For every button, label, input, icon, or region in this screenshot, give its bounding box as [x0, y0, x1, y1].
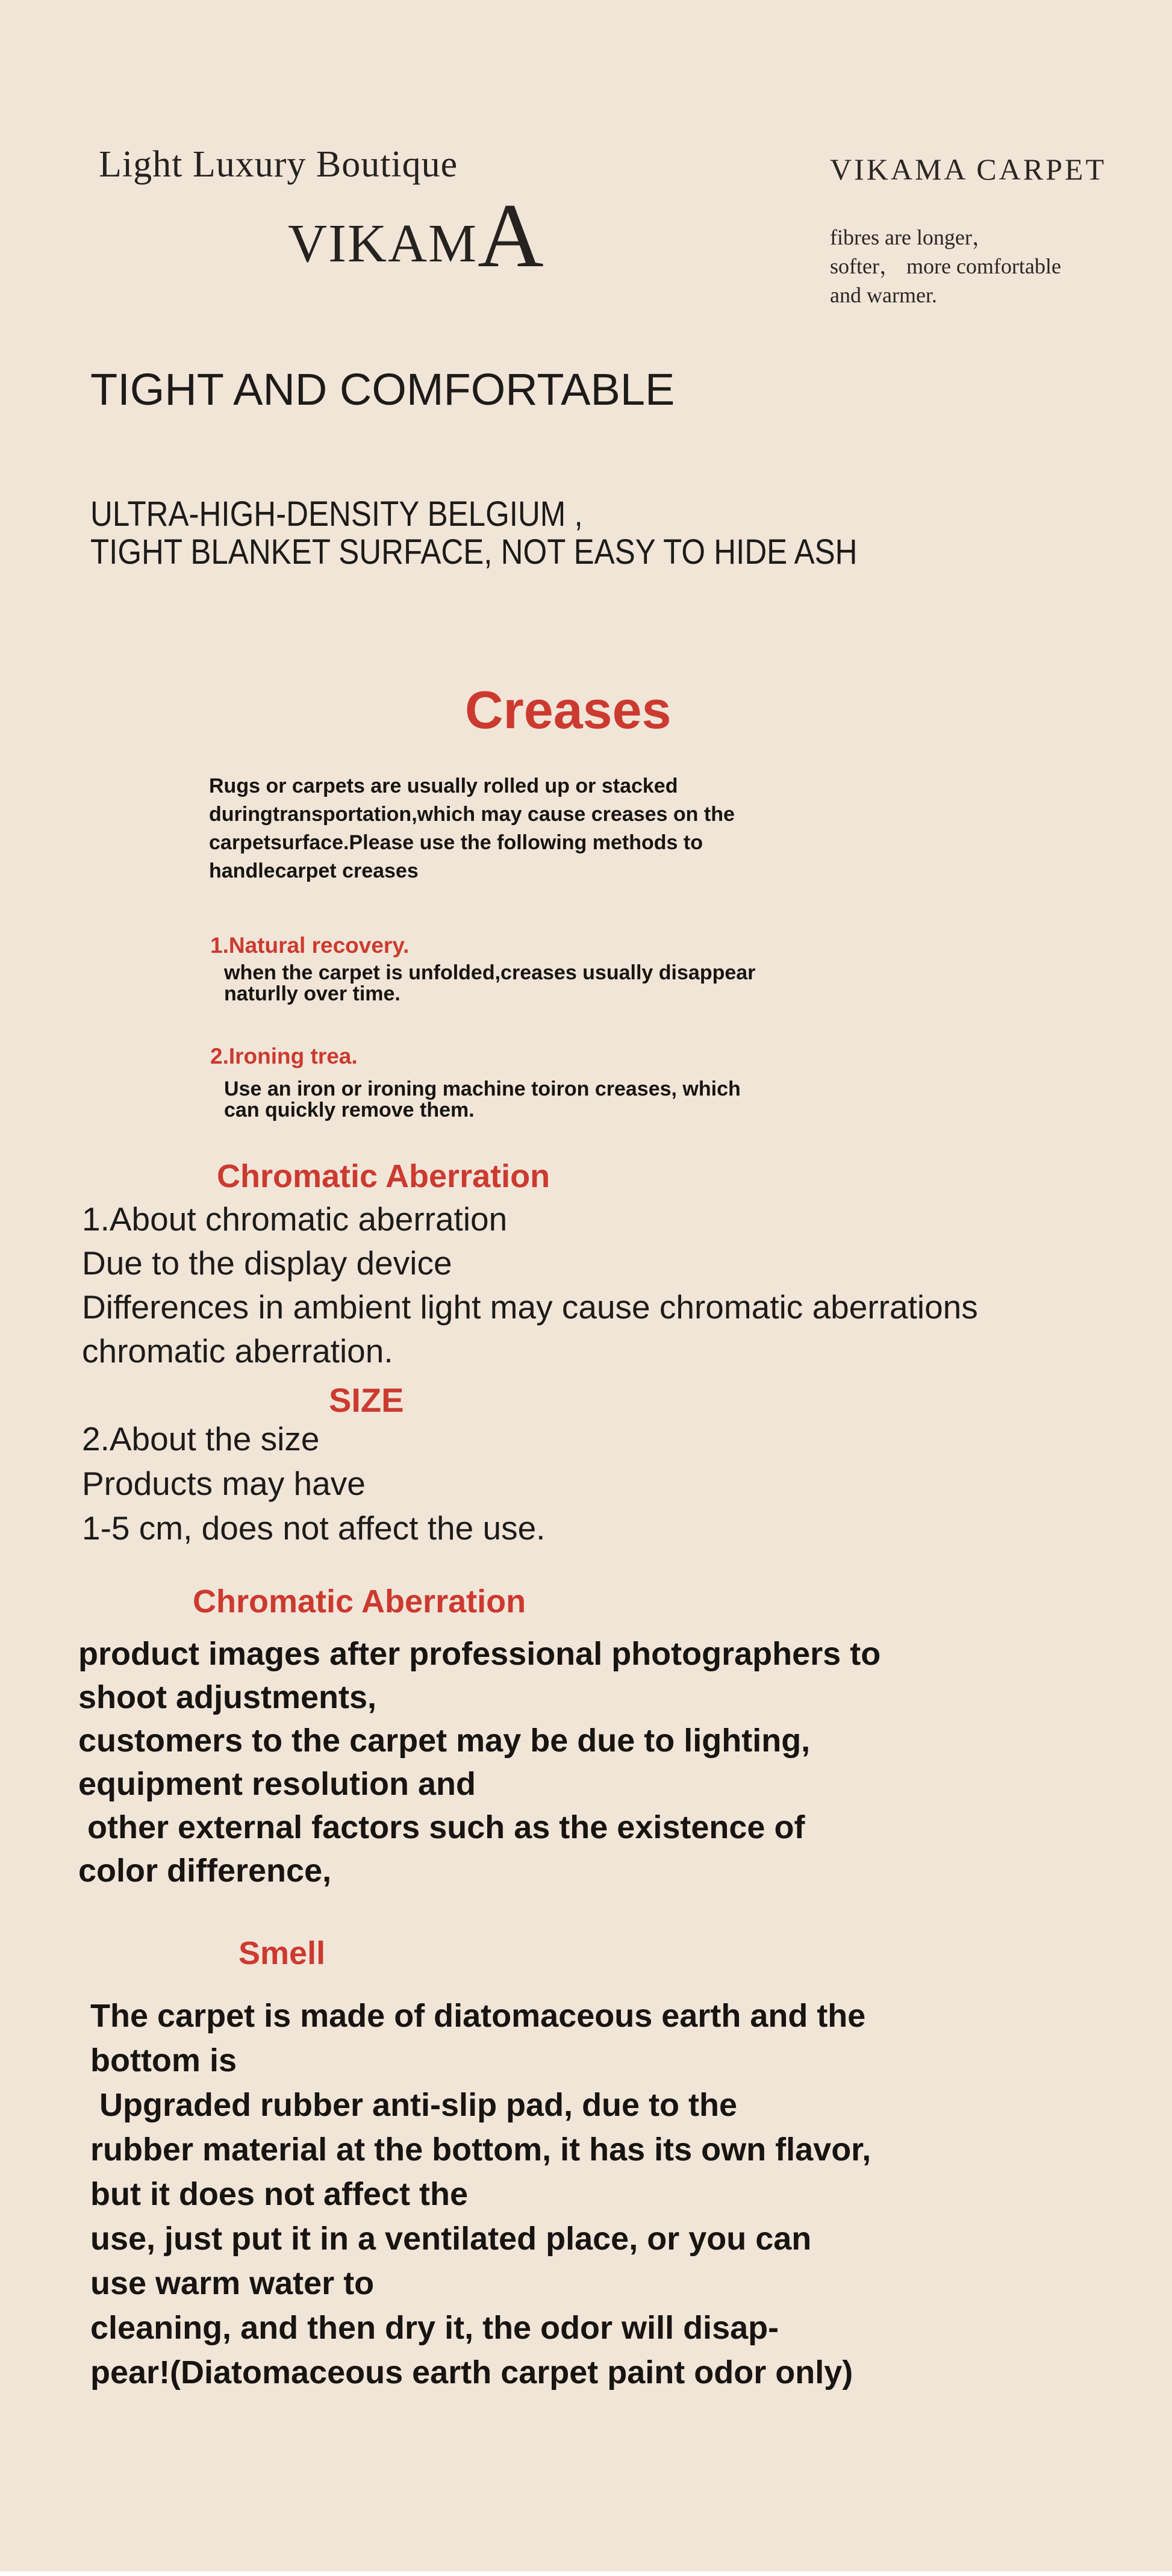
chromatic2-paragraph [78, 1632, 881, 1892]
brand-logo-text: VIKAM [288, 214, 478, 273]
section-heading-chromatic-aberration-1: Chromatic Aberration [217, 1158, 550, 1194]
chromatic1-paragraph [82, 1197, 978, 1373]
section-heading-chromatic-aberration-2: Chromatic Aberration [193, 1583, 526, 1620]
paragraph-line: use warm water to [90, 2265, 375, 2301]
paragraph-line: chromatic aberration. [82, 1332, 393, 1370]
paragraph-line: pear!(Diatomaceous earth carpet paint odor only) [90, 2354, 853, 2390]
tagline-line: softer， more comfortable [830, 254, 1061, 278]
paragraph-line: other external factors such as the existence of [78, 1809, 805, 1845]
creases-item1-paragraph [224, 962, 755, 1005]
creases-intro-paragraph [209, 772, 735, 885]
brand-logo-big-letter: A [477, 185, 544, 286]
paragraph-line: handlecarpet creases [209, 859, 419, 882]
brand-tagline: Light Luxury Boutique [99, 144, 458, 185]
paragraph-line: can quickly remove them. [224, 1099, 475, 1121]
section-heading-creases: Creases [465, 680, 672, 740]
section-heading-smell: Smell [238, 1935, 326, 1971]
paragraph-line: product images after professional photographers to [78, 1636, 881, 1672]
paragraph-line: Upgraded rubber anti-slip pad, due to the [90, 2087, 738, 2123]
creases-item2-title: 2.Ironing trea. [210, 1044, 358, 1068]
paragraph-line: 2.About the size [82, 1420, 320, 1458]
right-header-tagline [830, 223, 1061, 310]
intro-subheading [90, 495, 858, 571]
paragraph-line: when the carpet is unfolded,creases usually disappear [224, 961, 756, 984]
section-heading-tight-and-comfortable: TIGHT AND COMFORTABLE [90, 364, 675, 414]
tagline-line: fibres are longer， [830, 225, 994, 249]
paragraph-line: shoot adjustments, [78, 1679, 377, 1715]
section-heading-size: SIZE [329, 1381, 404, 1419]
paragraph-line: carpetsurface.Please use the following methods to [209, 831, 703, 854]
paragraph-line: naturlly over time. [224, 982, 401, 1005]
bottom-edge-strip [0, 2571, 1172, 2576]
paragraph-line: Use an iron or ironing machine toiron creases, which [224, 1077, 741, 1100]
paragraph-line: Rugs or carpets are usually rolled up or stacked [209, 775, 678, 797]
creases-item1-title: 1.Natural recovery. [210, 933, 410, 958]
size-paragraph [82, 1417, 545, 1550]
paragraph-line: The carpet is made of diatomaceous earth and the [90, 1998, 866, 2034]
paragraph-line: bottom is [90, 2042, 237, 2079]
paragraph-line: cleaning, and then dry it, the odor will disap- [90, 2310, 779, 2346]
paragraph-line: use, just put it in a ventilated place, or you can [90, 2221, 812, 2257]
paragraph-line: 1.About chromatic aberration [82, 1200, 508, 1238]
intro-subheading-line: ULTRA-HIGH-DENSITY BELGIUM , [90, 494, 583, 534]
paragraph-line: color difference, [78, 1853, 332, 1889]
brand-logo [288, 178, 544, 286]
paragraph-line: Due to the display device [82, 1244, 452, 1282]
creases-item2-paragraph [224, 1079, 741, 1121]
paragraph-line: Differences in ambient light may cause chromatic aberrations [82, 1288, 978, 1326]
right-header-title: VIKAMA CARPET [830, 152, 1106, 186]
paragraph-line: 1-5 cm, does not affect the use. [82, 1509, 546, 1547]
tagline-line: and warmer. [830, 283, 937, 307]
paragraph-line: but it does not affect the [90, 2176, 468, 2212]
paragraph-line: duringtransportation,which may cause creases on the [209, 803, 735, 826]
paragraph-line: rubber material at the bottom, it has its own flavor, [90, 2132, 871, 2168]
intro-subheading-line: TIGHT BLANKET SURFACE, NOT EASY TO HIDE ASH [90, 532, 858, 572]
paragraph-line: equipment resolution and [78, 1766, 476, 1802]
smell-paragraph [90, 1994, 871, 2395]
paragraph-line: customers to the carpet may be due to lighting, [78, 1723, 811, 1759]
paragraph-line: Products may have [82, 1465, 366, 1502]
